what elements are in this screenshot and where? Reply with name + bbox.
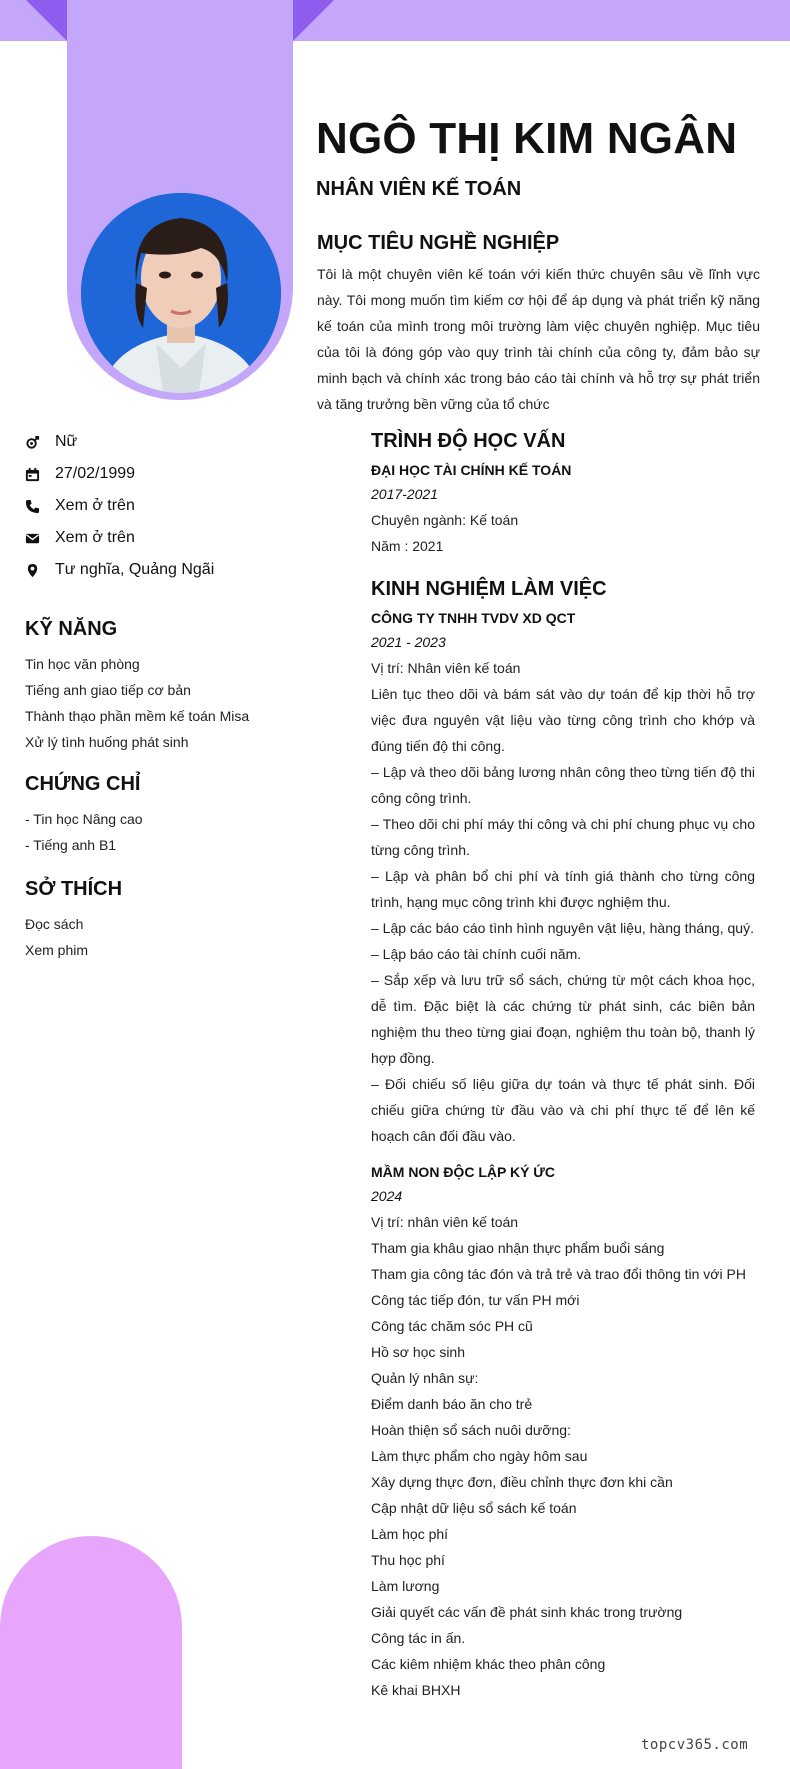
job-detail: Xây dựng thực đơn, điều chỉnh thực đơn khi cần bbox=[371, 1474, 673, 1490]
job-position: Vị trí: Nhân viên kế toán bbox=[371, 660, 521, 676]
education-title: TRÌNH ĐỘ HỌC VẤN bbox=[371, 430, 566, 452]
objective-title: MỤC TIÊU NGHỀ NGHIỆP bbox=[317, 232, 560, 254]
job-detail: – Sắp xếp và lưu trữ sổ sách, chứng từ một cách khoa học, dễ tìm. Đặc biệt là các chứng từ phát sinh, các biên bản nghiệm thu theo từng giai đoạn, nghiệm thu toàn bộ, thanh lý hợp đồng. bbox=[371, 972, 755, 1066]
skills-title: KỸ NĂNG bbox=[25, 618, 118, 640]
skill-item: Xử lý tình huống phát sinh bbox=[25, 734, 189, 750]
job-detail: Tham gia khâu giao nhận thực phẩm buổi sáng bbox=[371, 1240, 665, 1256]
gender-icon bbox=[25, 435, 55, 450]
top-left-triangle-decor bbox=[26, 0, 67, 41]
job-detail: Kê khai BHXH bbox=[371, 1682, 461, 1698]
education-major: Chuyên ngành: Kế toán bbox=[371, 512, 519, 528]
job-title: NHÂN VIÊN KẾ TOÁN bbox=[316, 178, 522, 200]
bottom-left-decor bbox=[0, 1536, 182, 1769]
experience-section bbox=[371, 578, 755, 1703]
job-detail: Thu học phí bbox=[371, 1552, 445, 1568]
hobby-item: Đọc sách bbox=[25, 916, 84, 932]
job-detail: Công tác in ấn. bbox=[371, 1630, 466, 1646]
job-detail: Liên tục theo dõi và bám sát vào dự toán để kịp thời hỗ trợ việc đưa nguyên vật liệu vào từng công trình cho khớp và đúng tiến độ thi công. bbox=[371, 686, 755, 754]
job-detail: – Lập các báo cáo tình hình nguyên vật liệu, hàng tháng, quý. bbox=[371, 920, 754, 936]
phone-icon bbox=[25, 499, 55, 514]
job-company: MẦM NON ĐỘC LẬP KÝ ỨC bbox=[371, 1164, 556, 1180]
job-position: Vị trí: nhân viên kế toán bbox=[371, 1214, 519, 1230]
job-detail: – Theo dõi chi phí máy thi công và chi phí chung phục vụ cho từng công trình. bbox=[371, 816, 755, 858]
contact-gender bbox=[25, 426, 214, 458]
job-detail: – Lập báo cáo tài chính cuối năm. bbox=[371, 946, 582, 962]
skill-item: Tin học văn phòng bbox=[25, 656, 140, 672]
top-right-triangle-decor bbox=[293, 0, 334, 41]
hobbies-title: SỞ THÍCH bbox=[25, 878, 123, 900]
objective-text: Tôi là một chuyên viên kế toán với kiến thức chuyên sâu về lĩnh vực này. Tôi mong muốn tìm kiếm cơ hội để áp dụng và phát triển kỹ năng kế toán của mình trong môi trường làm việc chuyên nghiệp. Mục tiêu của tôi là đóng góp vào quy trình tài chính của công ty, đảm bảo sự minh bạch và chính xác trong báo cáo tài chính và hỗ trợ sự phát triển và tăng trưởng bền vững của tổ chức bbox=[317, 266, 760, 412]
education-period: 2017-2021 bbox=[371, 486, 438, 502]
email-icon bbox=[25, 531, 55, 546]
certificates-section bbox=[25, 773, 143, 858]
job-period: 2024 bbox=[371, 1188, 403, 1204]
education-year: Năm : 2021 bbox=[371, 538, 444, 554]
job-detail: Hoàn thiện sổ sách nuôi dưỡng: bbox=[371, 1422, 571, 1438]
email-value: Xem ở trên bbox=[55, 529, 135, 546]
job-detail: – Đối chiếu số liệu giữa dự toán và thực tế phát sinh. Đối chiếu giữa chứng từ đầu vào và chi phí thực tế để lên kế hoạch cân đối đầu vào. bbox=[371, 1076, 755, 1144]
job-detail: – Lập và theo dõi bảng lương nhân công theo từng tiến độ thi công công trình. bbox=[371, 764, 755, 806]
job-detail: Làm lương bbox=[371, 1578, 440, 1594]
contact-address bbox=[25, 554, 214, 586]
birthday-value: 27/02/1999 bbox=[55, 465, 136, 482]
skill-item: Thành thạo phần mềm kế toán Misa bbox=[25, 708, 250, 724]
watermark: topcv365.com bbox=[641, 1737, 749, 1753]
certificates-title: CHỨNG CHỈ bbox=[25, 773, 141, 795]
calendar-icon bbox=[25, 467, 55, 482]
contact-email bbox=[25, 522, 214, 554]
candidate-name: NGÔ THỊ KIM NGÂN bbox=[316, 114, 738, 163]
experience-title: KINH NGHIỆM LÀM VIỆC bbox=[371, 578, 607, 600]
avatar bbox=[81, 193, 281, 393]
certificate-item: - Tin học Nâng cao bbox=[25, 811, 143, 827]
job-detail: Làm thực phẩm cho ngày hôm sau bbox=[371, 1448, 588, 1464]
job-detail: Giải quyết các vấn đề phát sinh khác trong trường bbox=[371, 1604, 683, 1620]
hobby-item: Xem phim bbox=[25, 942, 89, 958]
job-detail: Công tác chăm sóc PH cũ bbox=[371, 1318, 533, 1334]
job-detail: Cập nhật dữ liệu sổ sách kế toán bbox=[371, 1500, 577, 1516]
job-detail: Tham gia công tác đón và trả trẻ và trao đổi thông tin với PH bbox=[371, 1266, 746, 1282]
skill-item: Tiếng anh giao tiếp cơ bản bbox=[25, 682, 191, 698]
job-entry bbox=[371, 1161, 755, 1703]
skills-section bbox=[25, 618, 249, 755]
job-detail: Các kiêm nhiệm khác theo phân công bbox=[371, 1656, 606, 1672]
job-detail: Quản lý nhân sự: bbox=[371, 1370, 479, 1386]
address-value: Tư nghĩa, Quảng Ngãi bbox=[55, 561, 215, 578]
job-company: CÔNG TY TNHH TVDV XD QCT bbox=[371, 610, 576, 626]
contact-phone bbox=[25, 490, 214, 522]
job-detail: Hồ sơ học sinh bbox=[371, 1344, 466, 1360]
school-name: ĐẠI HỌC TÀI CHÍNH KẾ TOÁN bbox=[371, 462, 572, 478]
job-detail: Làm học phí bbox=[371, 1526, 449, 1542]
education-section bbox=[371, 430, 755, 559]
hobbies-section bbox=[25, 878, 122, 963]
contact-info bbox=[25, 426, 214, 586]
job-detail: Công tác tiếp đón, tư vấn PH mới bbox=[371, 1292, 580, 1308]
gender-value: Nữ bbox=[55, 433, 78, 450]
objective-section bbox=[317, 232, 760, 417]
job-detail: – Lập và phân bổ chi phí và tính giá thành cho từng công trình, hạng mục công trình khi được nghiệm thu. bbox=[371, 868, 755, 910]
contact-birthday bbox=[25, 458, 214, 490]
job-period: 2021 - 2023 bbox=[371, 634, 446, 650]
phone-value: Xem ở trên bbox=[55, 497, 135, 514]
job-detail: Điểm danh báo ăn cho trẻ bbox=[371, 1396, 533, 1412]
location-pin-icon bbox=[25, 563, 55, 578]
certificate-item: - Tiếng anh B1 bbox=[25, 837, 117, 853]
job-entry bbox=[371, 607, 755, 1149]
